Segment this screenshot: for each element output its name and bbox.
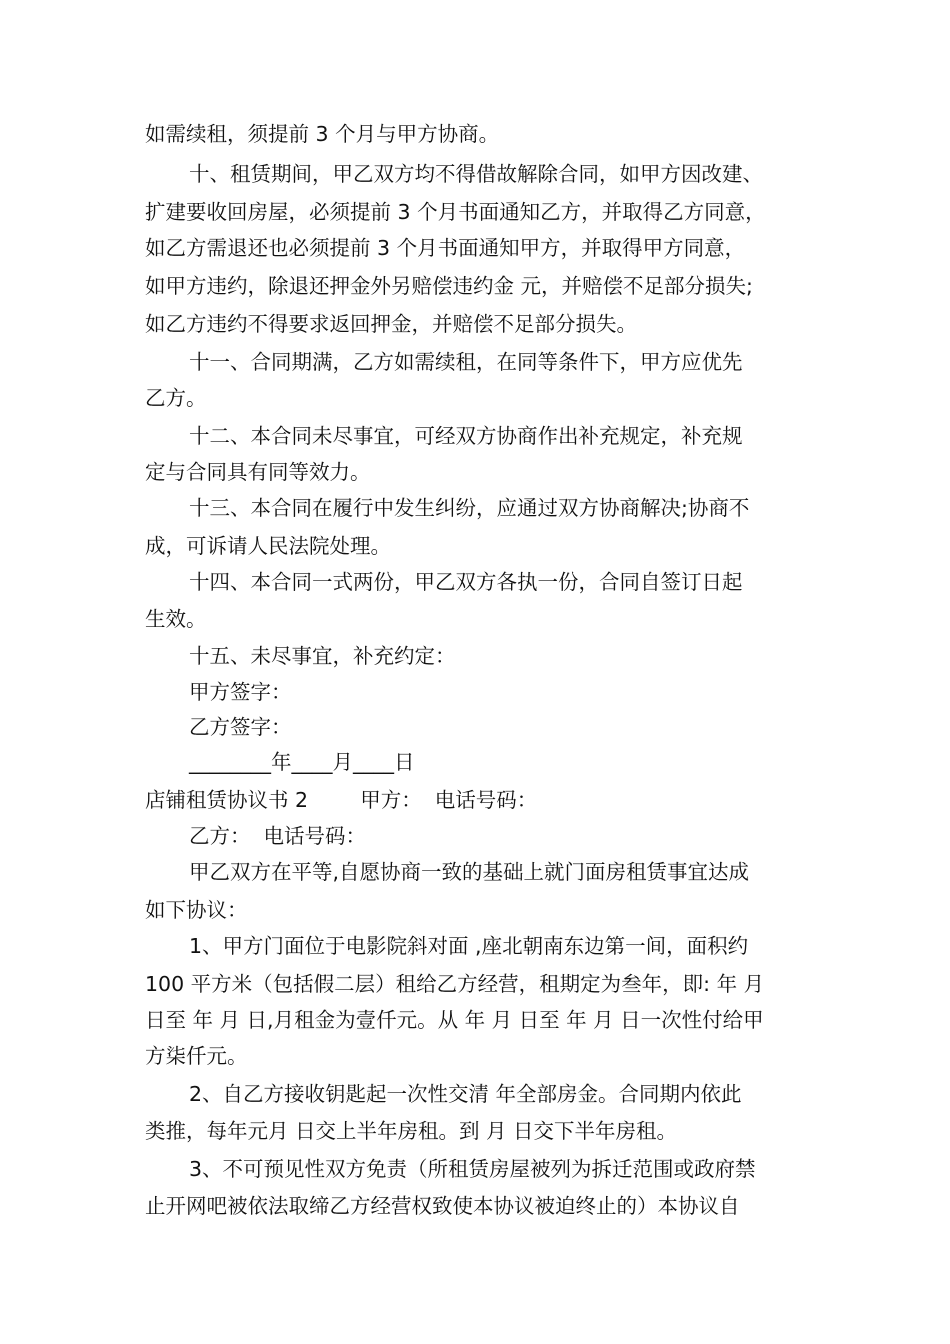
text-line: 十一、合同期满，乙方如需续租，在同等条件下，甲方应优先: [189, 350, 743, 374]
text-line: 如需续租，须提前 3 个月与甲方协商。: [145, 122, 500, 146]
text-line: 定与合同具有同等效力。: [145, 460, 371, 484]
text-line: 方柒仟元。: [145, 1044, 248, 1068]
text-line: 十五、未尽事宜，补充约定：: [189, 644, 456, 668]
text-line: 十三、本合同在履行中发生纠纷，应通过双方协商解决;协商不: [189, 496, 750, 520]
text-line: 1、甲方门面位于电影院斜对面 ,座北朝南东边第一间，面积约: [189, 934, 749, 958]
text-line: 甲方签字：: [189, 680, 292, 704]
text-line: 十四、本合同一式两份，甲乙双方各执一份，合同自签订日起: [189, 570, 743, 594]
date-line: ________年____月____日: [189, 750, 415, 774]
text-line: 如下协议：: [145, 898, 248, 922]
text-line: 如乙方需退还也必须提前 3 个月书面通知甲方，并取得甲方同意，: [145, 236, 746, 260]
text-line: 如甲方违约，除退还押金外另赔偿违约金 元，并赔偿不足部分损失;: [145, 274, 753, 298]
text-line: 十、租赁期间，甲乙双方均不得借故解除合同，如甲方因改建、: [189, 162, 763, 186]
text-line: 乙方签字：: [189, 715, 292, 739]
text-line: 乙方： 电话号码：: [189, 824, 367, 848]
text-line: 甲乙双方在平等,自愿协商一致的基础上就门面房租赁事宜达成: [189, 860, 750, 884]
text-line: 乙方。: [145, 386, 207, 410]
text-line: 止开网吧被依法取缔乙方经营权致使本协议被迫终止的）本协议自: [145, 1194, 740, 1218]
text-line: 类推，每年元月 日交上半年房租。到 月 日交下半年房租。: [145, 1119, 678, 1143]
text-line: 生效。: [145, 607, 207, 631]
text-line: 成，可诉请人民法院处理。: [145, 534, 391, 558]
text-line: 如乙方违约不得要求返回押金，并赔偿不足部分损失。: [145, 312, 637, 336]
text-line: 十二、本合同未尽事宜，可经双方协商作出补充规定，补充规: [189, 424, 743, 448]
text-line: 扩建要收回房屋，必须提前 3 个月书面通知乙方，并取得乙方同意，: [145, 200, 766, 224]
text-line: 100 平方米（包括假二层）租给乙方经营，租期定为叁年，即: 年 月: [145, 972, 765, 996]
heading-line: 店铺租赁协议书 2 甲方： 电话号码：: [145, 788, 538, 812]
text-line: 3、不可预见性双方免责（所租赁房屋被列为拆迁范围或政府禁: [189, 1157, 756, 1181]
text-line: 2、自乙方接收钥匙起一次性交清 年全部房金。合同期内依此: [189, 1082, 742, 1106]
text-line: 日至 年 月 日,月租金为壹仟元。从 年 月 日至 年 月 日一次性付给甲: [145, 1008, 764, 1032]
